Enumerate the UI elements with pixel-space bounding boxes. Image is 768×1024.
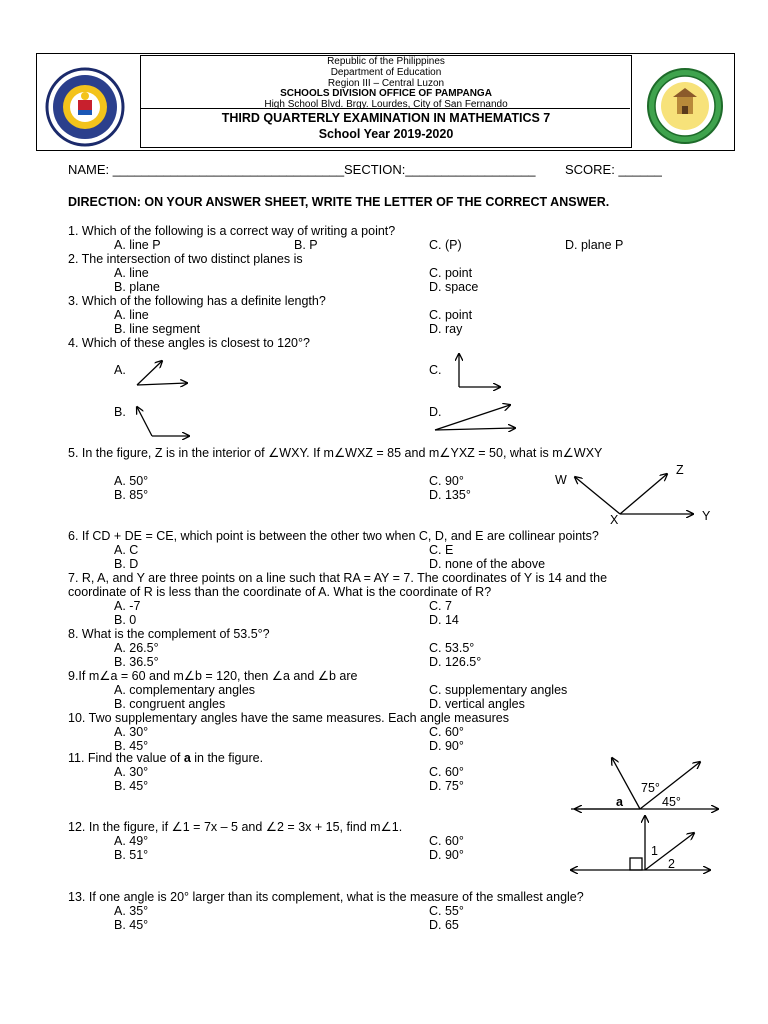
q4-option-c[interactable]: C. [429, 363, 442, 377]
q8-option-b[interactable]: B. 36.5° [114, 655, 159, 669]
question-12-stem: 12. In the figure, if ∠1 = 7x – 5 and ∠2 = 3x + 15, find m∠1. [68, 820, 403, 834]
q11-option-a[interactable]: A. 30° [114, 765, 149, 779]
q13-option-c[interactable]: C. 55° [429, 904, 464, 918]
q12-label-1: 1 [651, 844, 658, 858]
q5-option-a[interactable]: A. 50° [114, 474, 149, 488]
score-field[interactable]: SCORE: ______ [565, 162, 662, 177]
q11-option-c[interactable]: C. 60° [429, 765, 464, 779]
q8-option-a[interactable]: A. 26.5° [114, 641, 159, 655]
q11-label-45: 45° [662, 795, 681, 809]
q5-option-c[interactable]: C. 90° [429, 474, 464, 488]
q7-option-d[interactable]: D. 14 [429, 613, 459, 627]
q3-option-a[interactable]: A. line [114, 308, 149, 322]
q4-angle-b-figure [137, 407, 189, 436]
q4-option-d[interactable]: D. [429, 405, 442, 419]
q12-option-a[interactable]: A. 49° [114, 834, 149, 848]
header-republic: Republic of the Philippines [327, 56, 445, 67]
header-region: Region III – Central Luzon [327, 78, 445, 89]
q10-option-b[interactable]: B. 45° [114, 739, 149, 753]
q12-option-b[interactable]: B. 51° [114, 848, 149, 862]
q5-option-d[interactable]: D. 135° [429, 488, 471, 502]
q4-option-a[interactable]: A. [114, 363, 126, 377]
question-5-stem: 5. In the figure, Z is in the interior of ∠WXY. If m∠WXZ = 85 and m∠YXZ = 50, what is m∠WXY [68, 446, 603, 460]
header-division: SCHOOLS DIVISION OFFICE OF PAMPANGA [280, 88, 492, 99]
q6-option-d[interactable]: D. none of the above [429, 557, 546, 571]
question-7-stem: 7. R, A, and Y are three points on a line such that RA = AY = 7. The coordinates of Y is 14 and the [68, 571, 608, 585]
q3-option-c[interactable]: C. point [429, 308, 473, 322]
school-year: School Year 2019-2020 [318, 127, 454, 141]
question-9-stem: 9.If m∠a = 60 and m∠b = 120, then ∠a and ∠b are [68, 669, 358, 683]
question-2-stem: 2. The intersection of two distinct planes is [68, 252, 303, 266]
question-3-stem: 3. Which of the following has a definite length? [68, 294, 326, 308]
q2-option-a[interactable]: A. line [114, 266, 149, 280]
question-1-stem: 1. Which of the following is a correct way of writing a point? [68, 224, 396, 238]
q7-option-b[interactable]: B. 0 [114, 613, 137, 627]
q12-option-c[interactable]: C. 60° [429, 834, 464, 848]
q12-angle-figure [571, 816, 710, 870]
q11-label-75: 75° [641, 781, 660, 795]
q12-label-2: 2 [668, 857, 675, 871]
q4-angle-a-figure [137, 361, 187, 385]
q1-option-d[interactable]: D. plane P [565, 238, 624, 252]
question-11-stem [68, 751, 263, 765]
exam-title: THIRD QUARTERLY EXAMINATION IN MATHEMATICS 7 [221, 111, 551, 125]
q5-label-x: X [610, 513, 619, 527]
q9-option-c[interactable]: C. supplementary angles [429, 683, 568, 697]
q7-option-c[interactable]: C. 7 [429, 599, 452, 613]
q8-option-c[interactable]: C. 53.5° [429, 641, 475, 655]
q3-option-d[interactable]: D. ray [429, 322, 463, 336]
q9-option-d[interactable]: D. vertical angles [429, 697, 525, 711]
q12-option-d[interactable]: D. 90° [429, 848, 464, 862]
q2-option-c[interactable]: C. point [429, 266, 473, 280]
q11-stem-pre: 11. Find the value of [68, 751, 184, 765]
q13-option-b[interactable]: B. 45° [114, 918, 149, 932]
q2-option-b[interactable]: B. plane [114, 280, 160, 294]
q5-option-b[interactable]: B. 85° [114, 488, 149, 502]
q5-label-z: Z [676, 463, 684, 477]
question-8-stem: 8. What is the complement of 53.5°? [68, 627, 270, 641]
q1-option-c[interactable]: C. (P) [429, 238, 462, 252]
q4-angle-c-figure [459, 354, 500, 387]
q1-option-a[interactable]: A. line P [114, 238, 161, 252]
q11-option-b[interactable]: B. 45° [114, 779, 149, 793]
question-10-stem: 10. Two supplementary angles have the same measures. Each angle measures [68, 711, 509, 725]
q3-option-b[interactable]: B. line segment [114, 322, 201, 336]
q9-option-b[interactable]: B. congruent angles [114, 697, 226, 711]
q11-label-a: a [616, 795, 623, 809]
direction: DIRECTION: ON YOUR ANSWER SHEET, WRITE THE LETTER OF THE CORRECT ANSWER. [68, 195, 610, 209]
question-7-stem-cont: coordinate of R is less than the coordinate of A. What is the coordinate of R? [68, 585, 492, 599]
q13-option-a[interactable]: A. 35° [114, 904, 149, 918]
q6-option-b[interactable]: B. D [114, 557, 139, 571]
question-6-stem: 6. If CD + DE = CE, which point is between the other two when C, D, and E are collinear points? [68, 529, 599, 543]
header-department: Department of Education [330, 67, 442, 78]
q5-label-y: Y [702, 509, 711, 523]
q1-option-b[interactable]: B. P [294, 238, 318, 252]
q7-option-a[interactable]: A. -7 [114, 599, 141, 613]
q13-option-d[interactable]: D. 65 [429, 918, 459, 932]
q10-option-c[interactable]: C. 60° [429, 725, 464, 739]
q9-option-a[interactable]: A. complementary angles [114, 683, 256, 697]
header-address: High School Blvd. Brgy. Lourdes, City of San Fernando [264, 99, 508, 110]
q8-option-d[interactable]: D. 126.5° [429, 655, 482, 669]
q5-angle-figure [575, 474, 693, 514]
q11-option-d[interactable]: D. 75° [429, 779, 464, 793]
section-field[interactable]: SECTION:__________________ [344, 162, 536, 177]
q6-option-a[interactable]: A. C [114, 543, 139, 557]
question-13-stem: 13. If one angle is 20° larger than its complement, what is the measure of the smallest angle? [68, 890, 584, 904]
q6-option-c[interactable]: C. E [429, 543, 454, 557]
q5-label-w: W [555, 473, 567, 487]
q10-option-a[interactable]: A. 30° [114, 725, 149, 739]
q2-option-d[interactable]: D. space [429, 280, 479, 294]
q4-angle-d-figure [435, 405, 515, 430]
q10-option-d[interactable]: D. 90° [429, 739, 464, 753]
q11-stem-post: in the figure. [190, 751, 264, 765]
q11-stem-var: a [183, 751, 191, 765]
name-field[interactable]: NAME: ________________________________ [68, 162, 345, 177]
q4-option-b[interactable]: B. [114, 405, 126, 419]
question-4-stem: 4. Which of these angles is closest to 120°? [68, 336, 310, 350]
